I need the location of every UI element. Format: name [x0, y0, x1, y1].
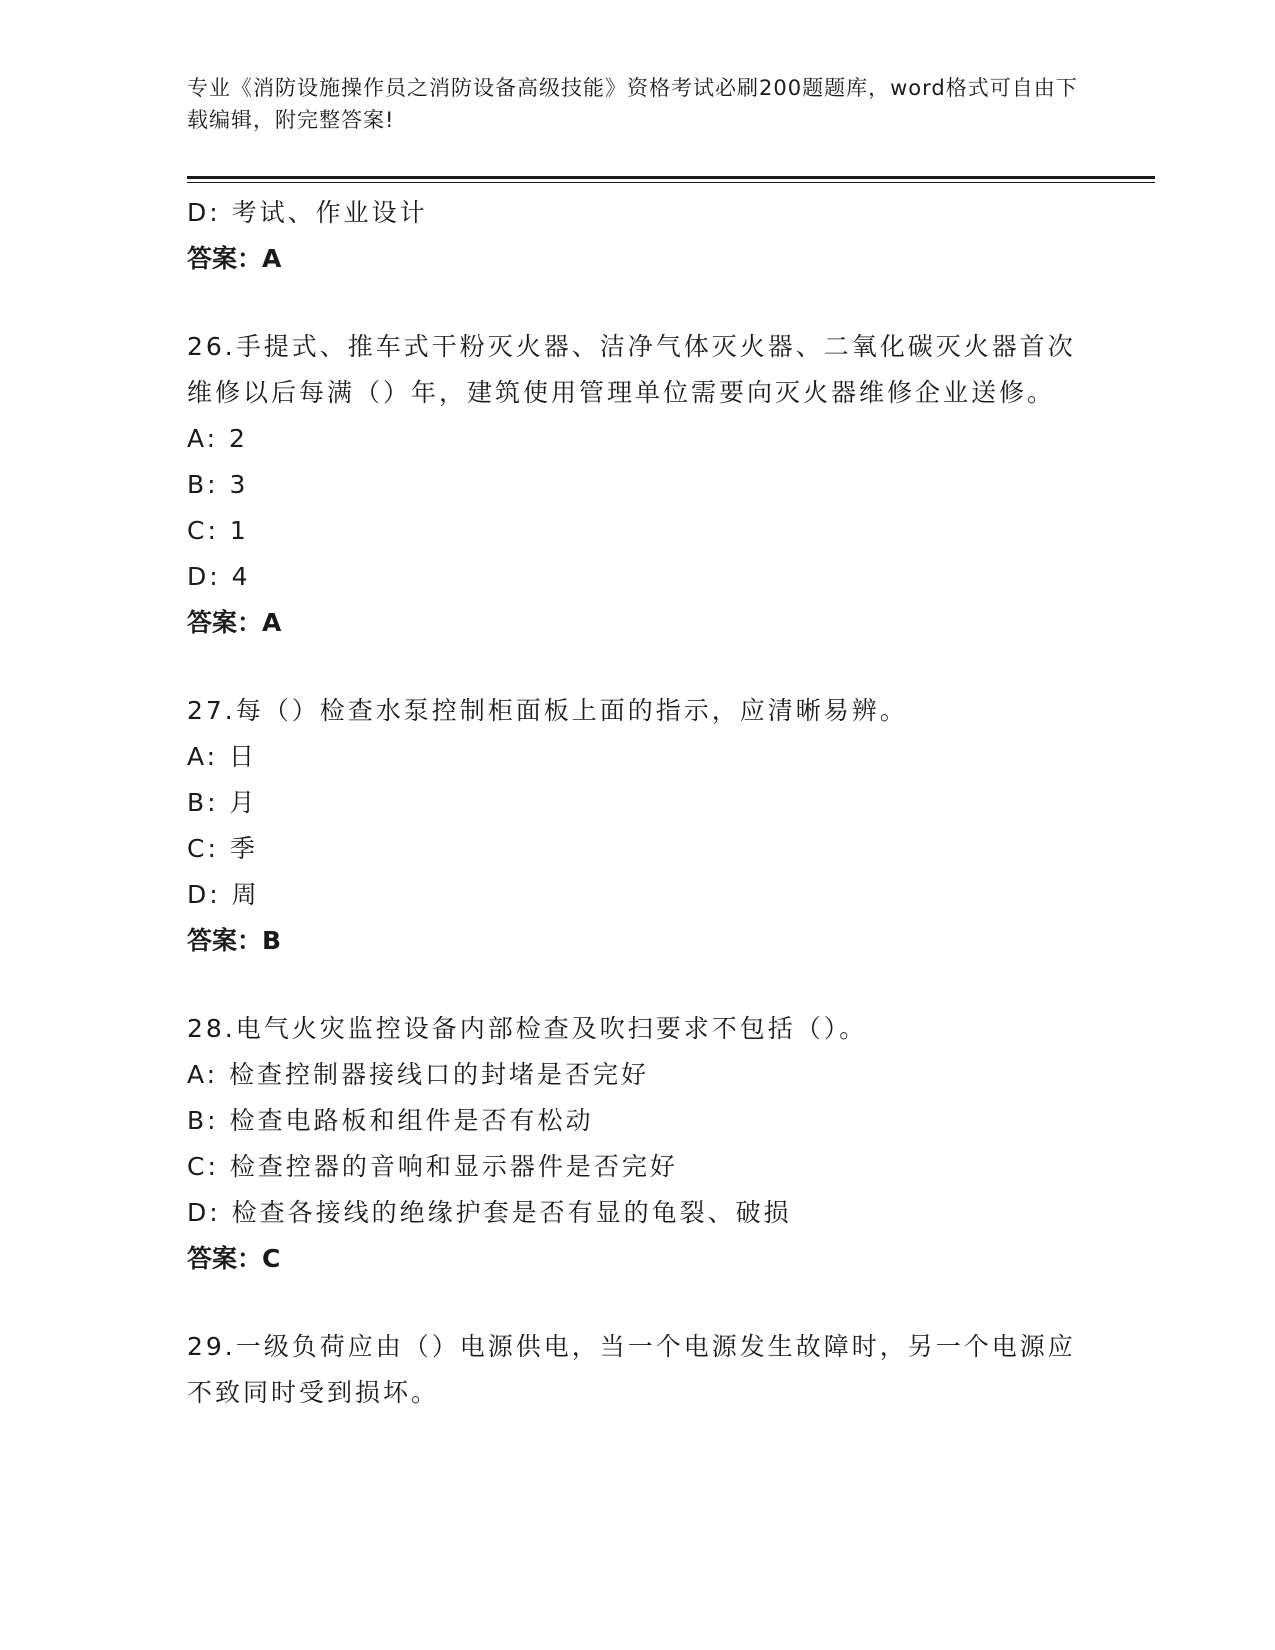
question-answer: 答案：C	[187, 1244, 281, 1273]
option-a: A: 2	[187, 424, 248, 453]
spacer	[187, 964, 1087, 1006]
option-b: B: 月	[187, 788, 258, 817]
spacer	[187, 1282, 1087, 1324]
question-stem: 26.手提式、推车式干粉灭火器、洁净气体灭火器、二氧化碳灭火器首次维修以后每满（）年，建筑使用管理单位需要向灭火器维修企业送修。	[187, 332, 1076, 407]
document-header	[187, 72, 1087, 136]
option-a: A: 检查控制器接线口的封堵是否完好	[187, 1060, 650, 1089]
question-29	[187, 1324, 1087, 1416]
option-b: B: 检查电路板和组件是否有松动	[187, 1106, 594, 1135]
option-c: C: 季	[187, 834, 258, 863]
question-28	[187, 1006, 1087, 1282]
question-stem: 28.电气火灾监控设备内部检查及吹扫要求不包括（）。	[187, 1014, 868, 1043]
option-c: C: 1	[187, 516, 249, 545]
option-d: D: 周	[187, 880, 260, 909]
question-stem: 27.每（）检查水泵控制柜面板上面的指示，应清晰易辨。	[187, 696, 908, 725]
option-d: D: 4	[187, 562, 251, 591]
prev-answer: 答案：A	[187, 244, 282, 273]
option-a: A: 日	[187, 742, 258, 771]
header-title: 专业《消防设施操作员之消防设备高级技能》资格考试必刷200题题库，word格式可自由下载编辑，附完整答案!	[187, 76, 1078, 132]
question-27	[187, 688, 1087, 964]
option-c: C: 检查控器的音响和显示器件是否完好	[187, 1152, 678, 1181]
prev-option-d: D: 考试、作业设计	[187, 198, 428, 227]
option-d: D: 检查各接线的绝缘护套是否有显的龟裂、破损	[187, 1198, 792, 1227]
question-answer: 答案：B	[187, 926, 282, 955]
spacer	[187, 646, 1087, 688]
header-divider-thin	[187, 182, 1155, 183]
question-26	[187, 324, 1087, 646]
header-divider-thick	[187, 176, 1155, 179]
document-body	[187, 190, 1087, 1416]
spacer	[187, 282, 1087, 324]
question-answer: 答案：A	[187, 608, 282, 637]
question-stem: 29.一级负荷应由（）电源供电，当一个电源发生故障时，另一个电源应不致同时受到损坏。	[187, 1332, 1076, 1407]
option-b: B: 3	[187, 470, 249, 499]
